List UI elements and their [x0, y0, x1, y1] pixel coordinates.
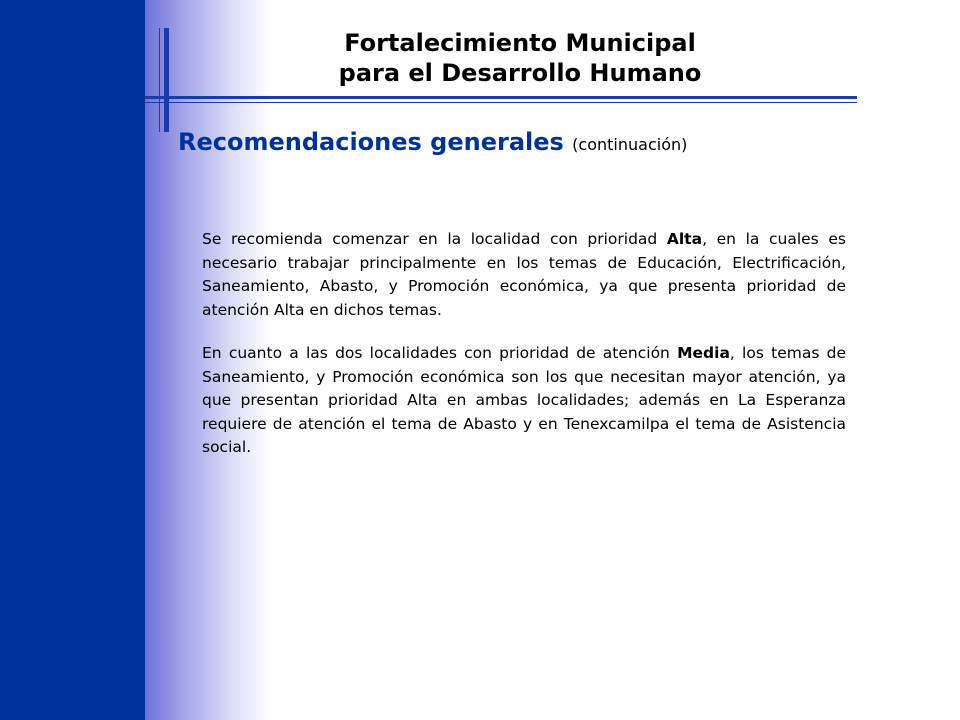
paragraph-2-bold: Media — [677, 344, 730, 362]
section-title-text: Recomendaciones generales — [178, 128, 564, 156]
section-title-note: (continuación) — [572, 135, 688, 154]
paragraph-1-bold: Alta — [666, 230, 703, 248]
decorative-horizontal-line-thin — [145, 102, 857, 103]
page-title-line-2: para el Desarrollo Humano — [338, 59, 702, 87]
page-title — [290, 28, 750, 88]
left-blue-bar — [0, 0, 145, 720]
paragraph-1-end: , en la cuales es necesario trabajar principalmente en los temas de Educación, Electrificación, Saneamiento, Abasto, y Promoción económica, ya que presenta prioridad de atención Alta en dichos temas. — [202, 230, 846, 319]
paragraph-2-start: En cuanto a las dos localidades con prioridad de atención — [202, 344, 678, 362]
decorative-vertical-line-thick — [164, 28, 169, 132]
decorative-horizontal-line-thick — [145, 96, 857, 99]
body-text — [202, 228, 846, 480]
paragraph-2-end: , los temas de Saneamiento, y Promoción económica son los que necesitan mayor atención, ya que presentan prioridad Alta en ambas localidades; además en La Esperanza requiere de atención el tema de Abasto y en Tenexcamilpa el tema de Asistencia social. — [202, 344, 846, 456]
paragraph-2 — [202, 342, 846, 460]
page-title-line-1: Fortalecimiento Municipal — [344, 29, 696, 57]
paragraph-1-start: Se recomienda comenzar en la localidad con prioridad — [202, 230, 667, 248]
paragraph-1 — [202, 228, 846, 322]
section-title — [178, 128, 687, 156]
decorative-vertical-line-thin — [159, 28, 160, 132]
